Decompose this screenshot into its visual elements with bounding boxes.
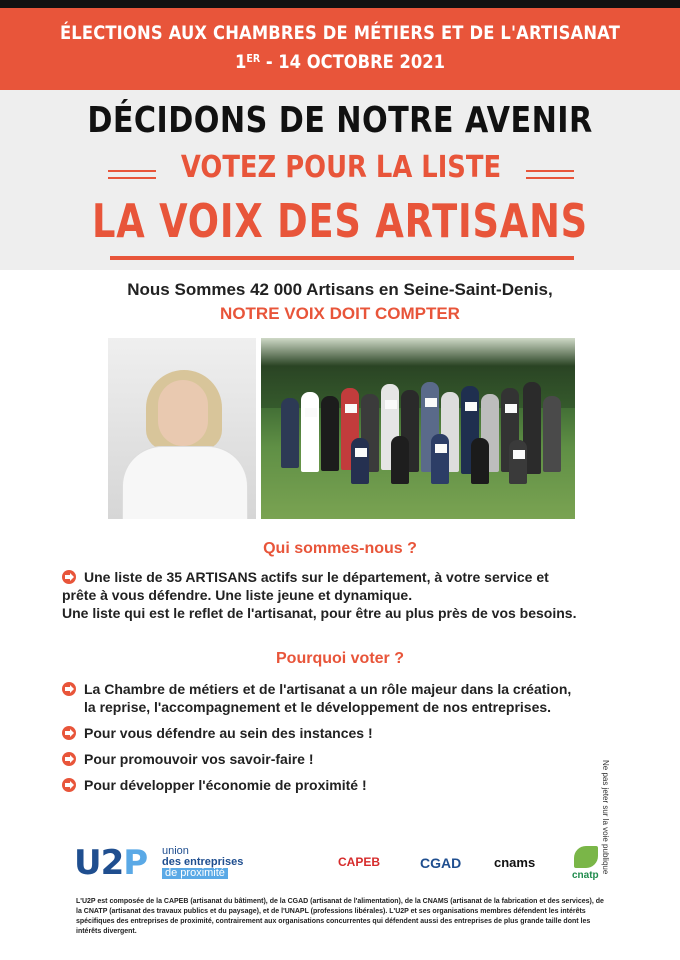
portrait-shirt <box>122 446 248 519</box>
u2p-logo: U2P <box>74 843 148 883</box>
capeb-logo: CAPEB <box>338 855 381 869</box>
election-title: ÉLECTIONS AUX CHAMBRES DE MÉTIERS ET DE L'ARTISANAT <box>59 22 621 44</box>
arrow-right-icon <box>62 726 76 740</box>
cnams-logo: cnams <box>494 855 536 870</box>
section-title-who: Qui sommes-nous ? <box>263 540 417 557</box>
intro-callout: NOTRE VOIX DOIT COMPTER <box>220 304 460 323</box>
group-photo-crowd <box>281 378 561 498</box>
section-title-why: Pourquoi voter ? <box>276 650 404 667</box>
candidate-portrait <box>108 338 256 519</box>
why-bullet-4: Pour développer l'économie de proximité ! <box>62 776 622 794</box>
group-photo <box>261 338 575 519</box>
who-text-line2: prête à vous défendre. Une liste jeune et dynamique. <box>62 587 413 603</box>
why-bullet-1: La Chambre de métiers et de l'artisanat a un rôle majeur dans la création, <box>62 680 622 698</box>
why-bullet-3: Pour promouvoir vos savoir-faire ! <box>62 750 622 768</box>
intro-text: Nous Sommes 42 000 Artisans en Seine-Saint-Denis, <box>127 280 553 299</box>
arrow-right-icon <box>62 682 76 696</box>
u2p-logo-text: union des entreprises de proximité <box>162 845 244 879</box>
who-bullet: Une liste de 35 ARTISANS actifs sur le département, à votre service et <box>62 568 622 586</box>
election-date: 1ER - 14 OCTOBRE 2021 <box>234 51 446 73</box>
footer-disclaimer: L'U2P est composée de la CAPEB (artisanat du bâtiment), de la CGAD (artisanat de l'alimentation), de la CNAMS (artisanat de la fabrication et des services), de la CNATP (artisanat des travaux publics et du paysage), et de l'UNAPL (professions libérales). L'U2P et ses organisations membres défendent les intérêts spécifiques des entreprises de proximité, contrairement aux organisations concurrentes qui défendent aussi des entreprises de plus grande taille dont les intérêts divergent. <box>76 898 604 935</box>
header-banner <box>0 8 680 90</box>
side-note: Ne pas jeter sur la voie publique <box>601 760 610 875</box>
why-bullet-2: Pour vous défendre au sein des instances ! <box>62 724 622 742</box>
why-bullet-1-cont: la reprise, l'accompagnement et le développement de nos entreprises. <box>84 699 552 715</box>
leaf-icon <box>574 846 598 868</box>
who-text-line3: Une liste qui est le reflet de l'artisanat, pour être au plus près de vos besoins. <box>62 605 577 621</box>
arrow-right-icon <box>62 570 76 584</box>
main-headline: DÉCIDONS DE NOTRE AVENIR <box>87 100 593 141</box>
cnatp-logo: cnatp <box>572 846 599 881</box>
arrow-right-icon <box>62 752 76 766</box>
top-edge <box>0 0 680 8</box>
portrait-face <box>158 380 208 446</box>
decorative-line-right <box>526 170 574 179</box>
arrow-right-icon <box>62 778 76 792</box>
cgad-logo: CGAD <box>420 855 462 871</box>
subheadline-row <box>108 150 574 190</box>
list-name: LA VOIX DES ARTISANS <box>92 194 588 248</box>
list-name-underline <box>110 256 574 260</box>
subheadline: VOTEZ POUR LA LISTE <box>180 150 502 185</box>
